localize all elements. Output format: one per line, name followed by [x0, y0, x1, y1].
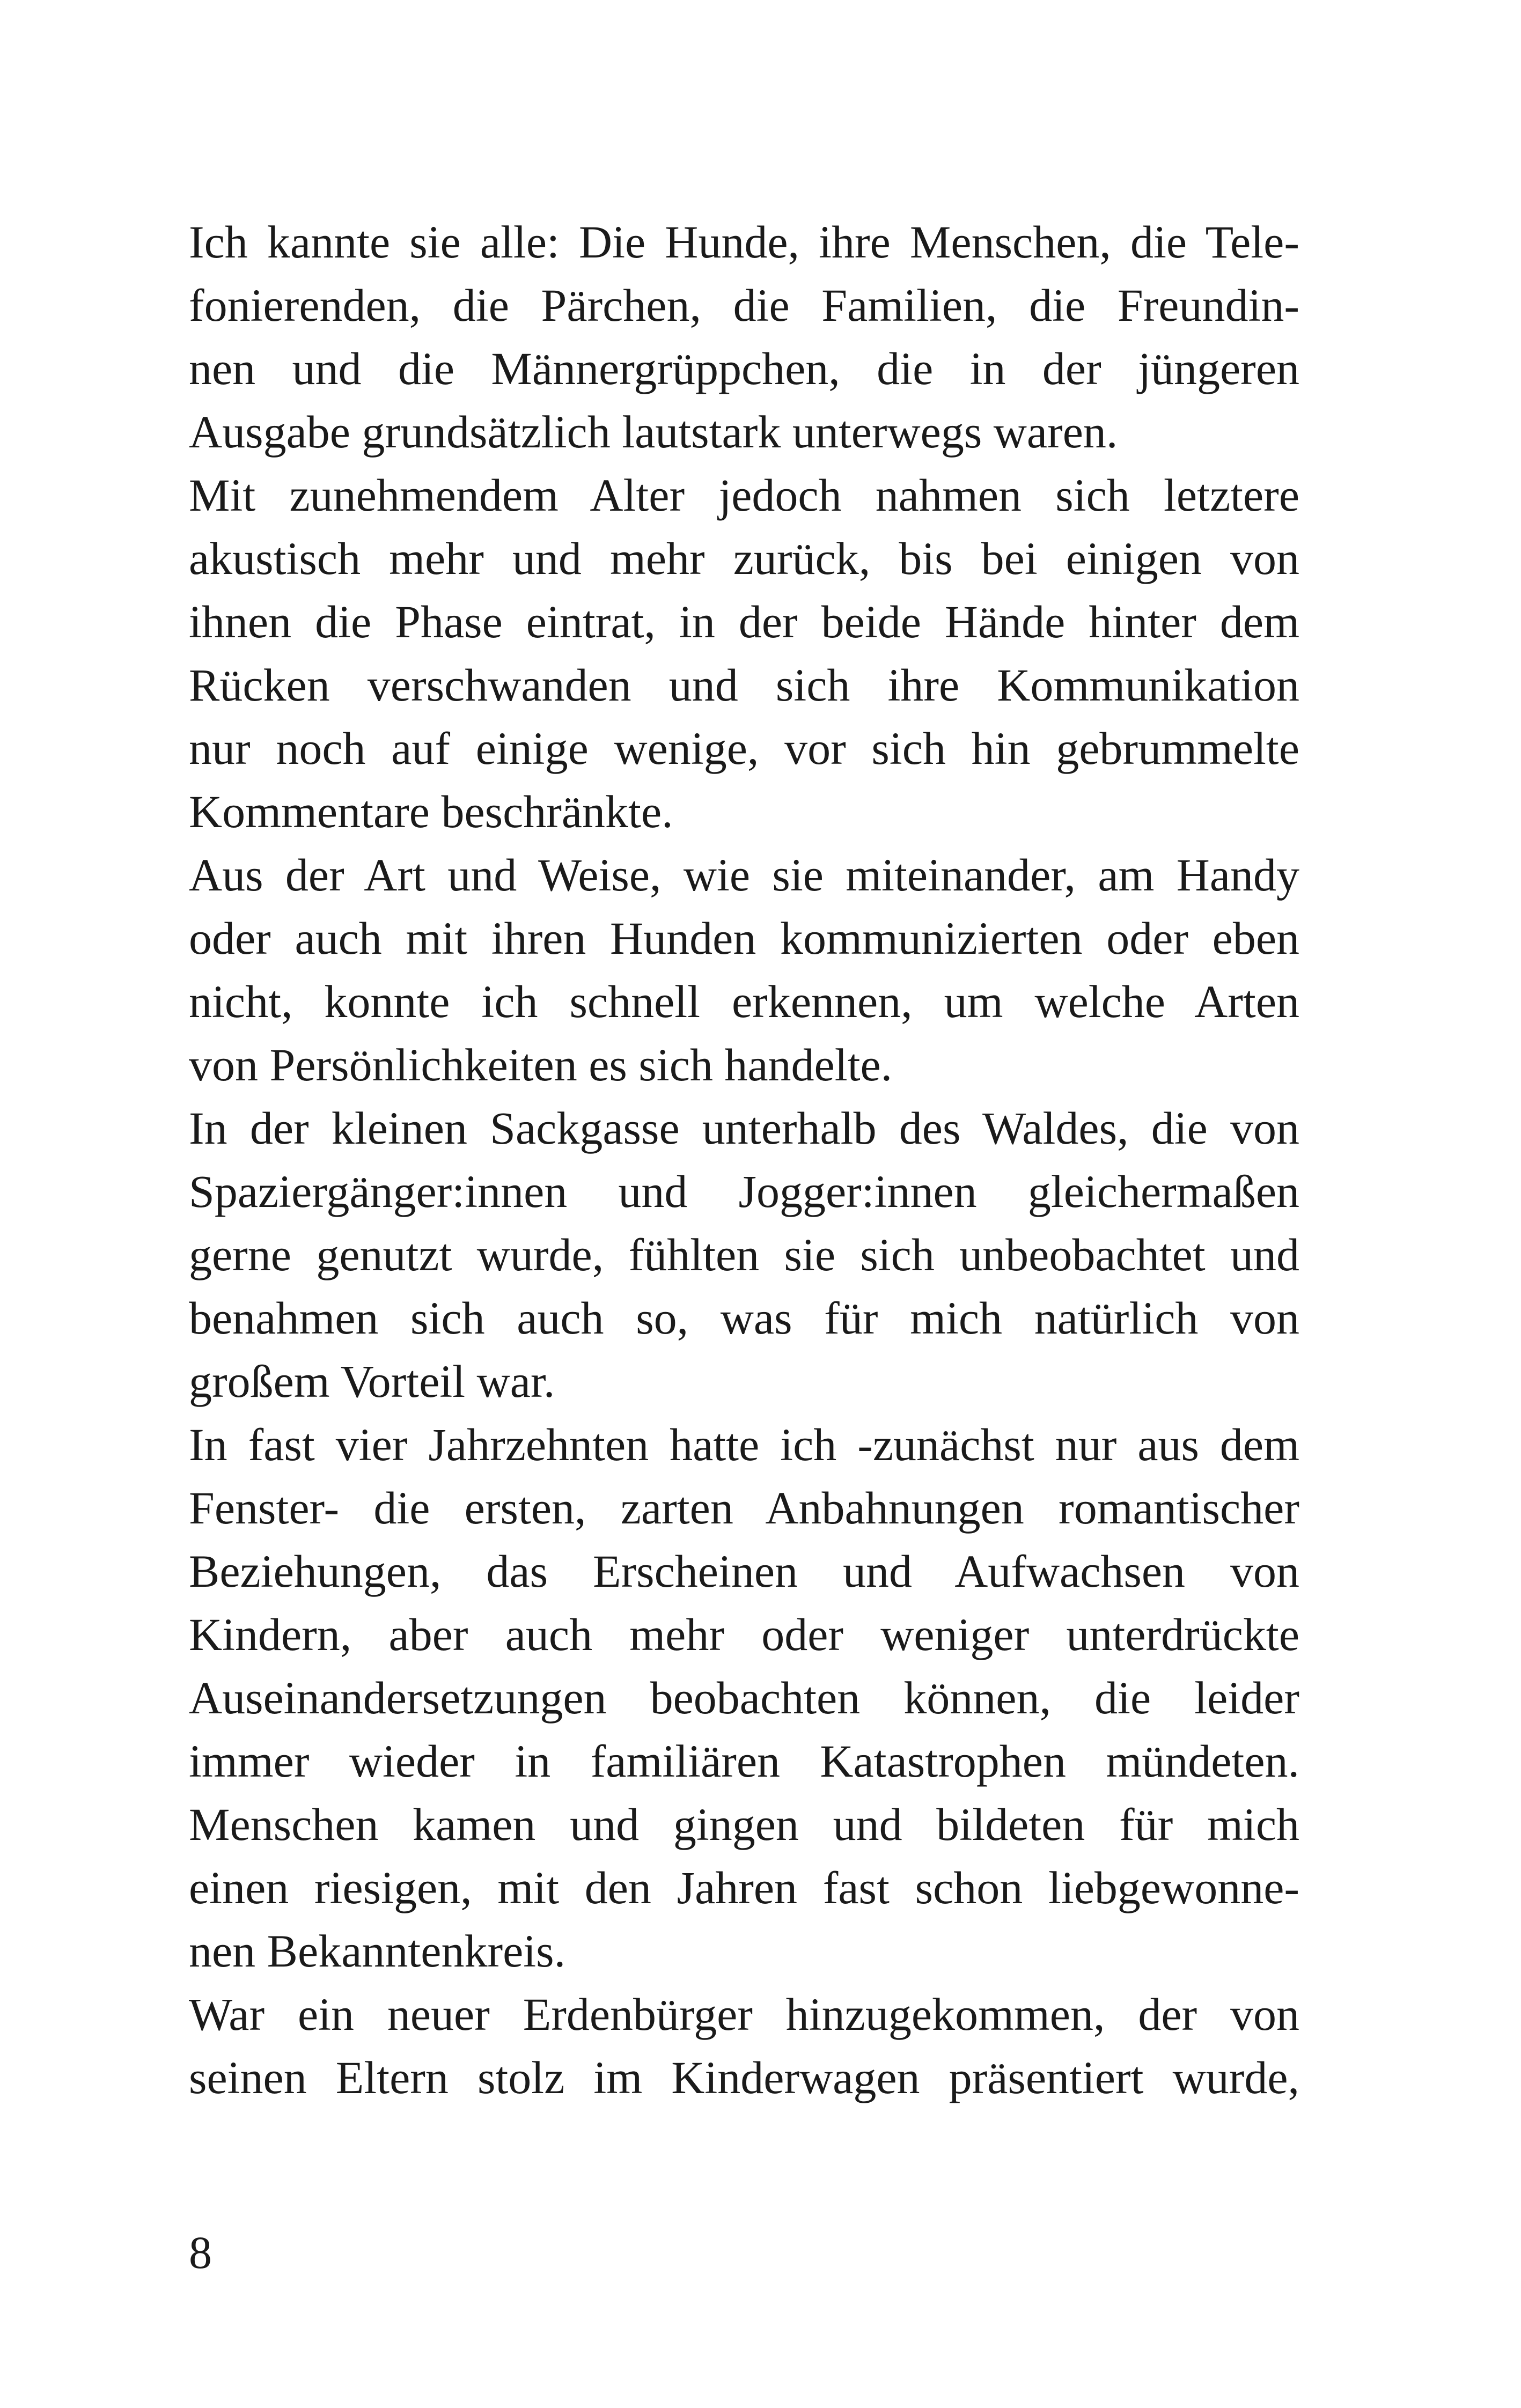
text-line: ihnen die Phase eintrat, in der beide Hände hinter dem: [189, 596, 1299, 647]
text-line: nicht, konnte ich schnell erkennen, um welche Arten: [189, 976, 1299, 1027]
text-line: Aus der Art und Weise, wie sie miteinander, am Handy: [189, 849, 1299, 901]
text-line: Spaziergänger:innen und Jogger:innen gleichermaßen: [189, 1166, 1299, 1217]
text-line: gerne genutzt wurde, fühlten sie sich unbeobachtet und: [189, 1229, 1299, 1280]
text-line: In der kleinen Sackgasse unterhalb des Waldes, die von: [189, 1102, 1299, 1154]
text-line: War ein neuer Erdenbürger hinzugekommen, der von: [189, 1989, 1299, 2040]
text-line: immer wieder in familiären Katastrophen mündeten.: [189, 1735, 1299, 1787]
text-line: nen und die Männergrüppchen, die in der jüngeren: [189, 343, 1299, 394]
text-line: Ich kannte sie alle: Die Hunde, ihre Menschen, die Tele-: [189, 216, 1299, 268]
text-line: Ausgabe grundsätzlich lautstark unterwegs waren.: [189, 406, 1118, 458]
text-line: nen Bekanntenkreis.: [189, 1925, 566, 1977]
text-line: nur noch auf einige wenige, vor sich hin gebrummelte: [189, 723, 1299, 774]
page-number: 8: [189, 2227, 212, 2278]
text-line: großem Vorteil war.: [189, 1356, 555, 1407]
text-line: fonierenden, die Pärchen, die Familien, die Freundin-: [189, 279, 1299, 331]
text-line: akustisch mehr und mehr zurück, bis bei einigen von: [189, 533, 1299, 584]
text-line: Mit zunehmendem Alter jedoch nahmen sich letztere: [189, 469, 1299, 521]
text-line: Menschen kamen und gingen und bildeten für mich: [189, 1799, 1299, 1850]
text-line: Kindern, aber auch mehr oder weniger unterdrückte: [189, 1609, 1299, 1660]
text-line: seinen Eltern stolz im Kinderwagen präsentiert wurde,: [189, 2052, 1299, 2103]
text-line: In fast vier Jahrzehnten hatte ich -zunächst nur aus dem: [189, 1419, 1299, 1470]
text-line: einen riesigen, mit den Jahren fast schon liebgewonne-: [189, 1862, 1299, 1913]
text-line: oder auch mit ihren Hunden kommunizierten oder eben: [189, 912, 1299, 964]
text-line: benahmen sich auch so, was für mich natürlich von: [189, 1292, 1299, 1344]
text-line: Beziehungen, das Erscheinen und Aufwachsen von: [189, 1545, 1299, 1597]
text-line: Rücken verschwanden und sich ihre Kommunikation: [189, 659, 1299, 711]
text-line: von Persönlichkeiten es sich handelte.: [189, 1039, 893, 1091]
text-line: Fenster- die ersten, zarten Anbahnungen romantischer: [189, 1482, 1299, 1534]
body-text: [189, 210, 1299, 2109]
text-line: Auseinandersetzungen beobachten können, die leider: [189, 1672, 1299, 1724]
text-line: Kommentare beschränkte.: [189, 786, 673, 837]
